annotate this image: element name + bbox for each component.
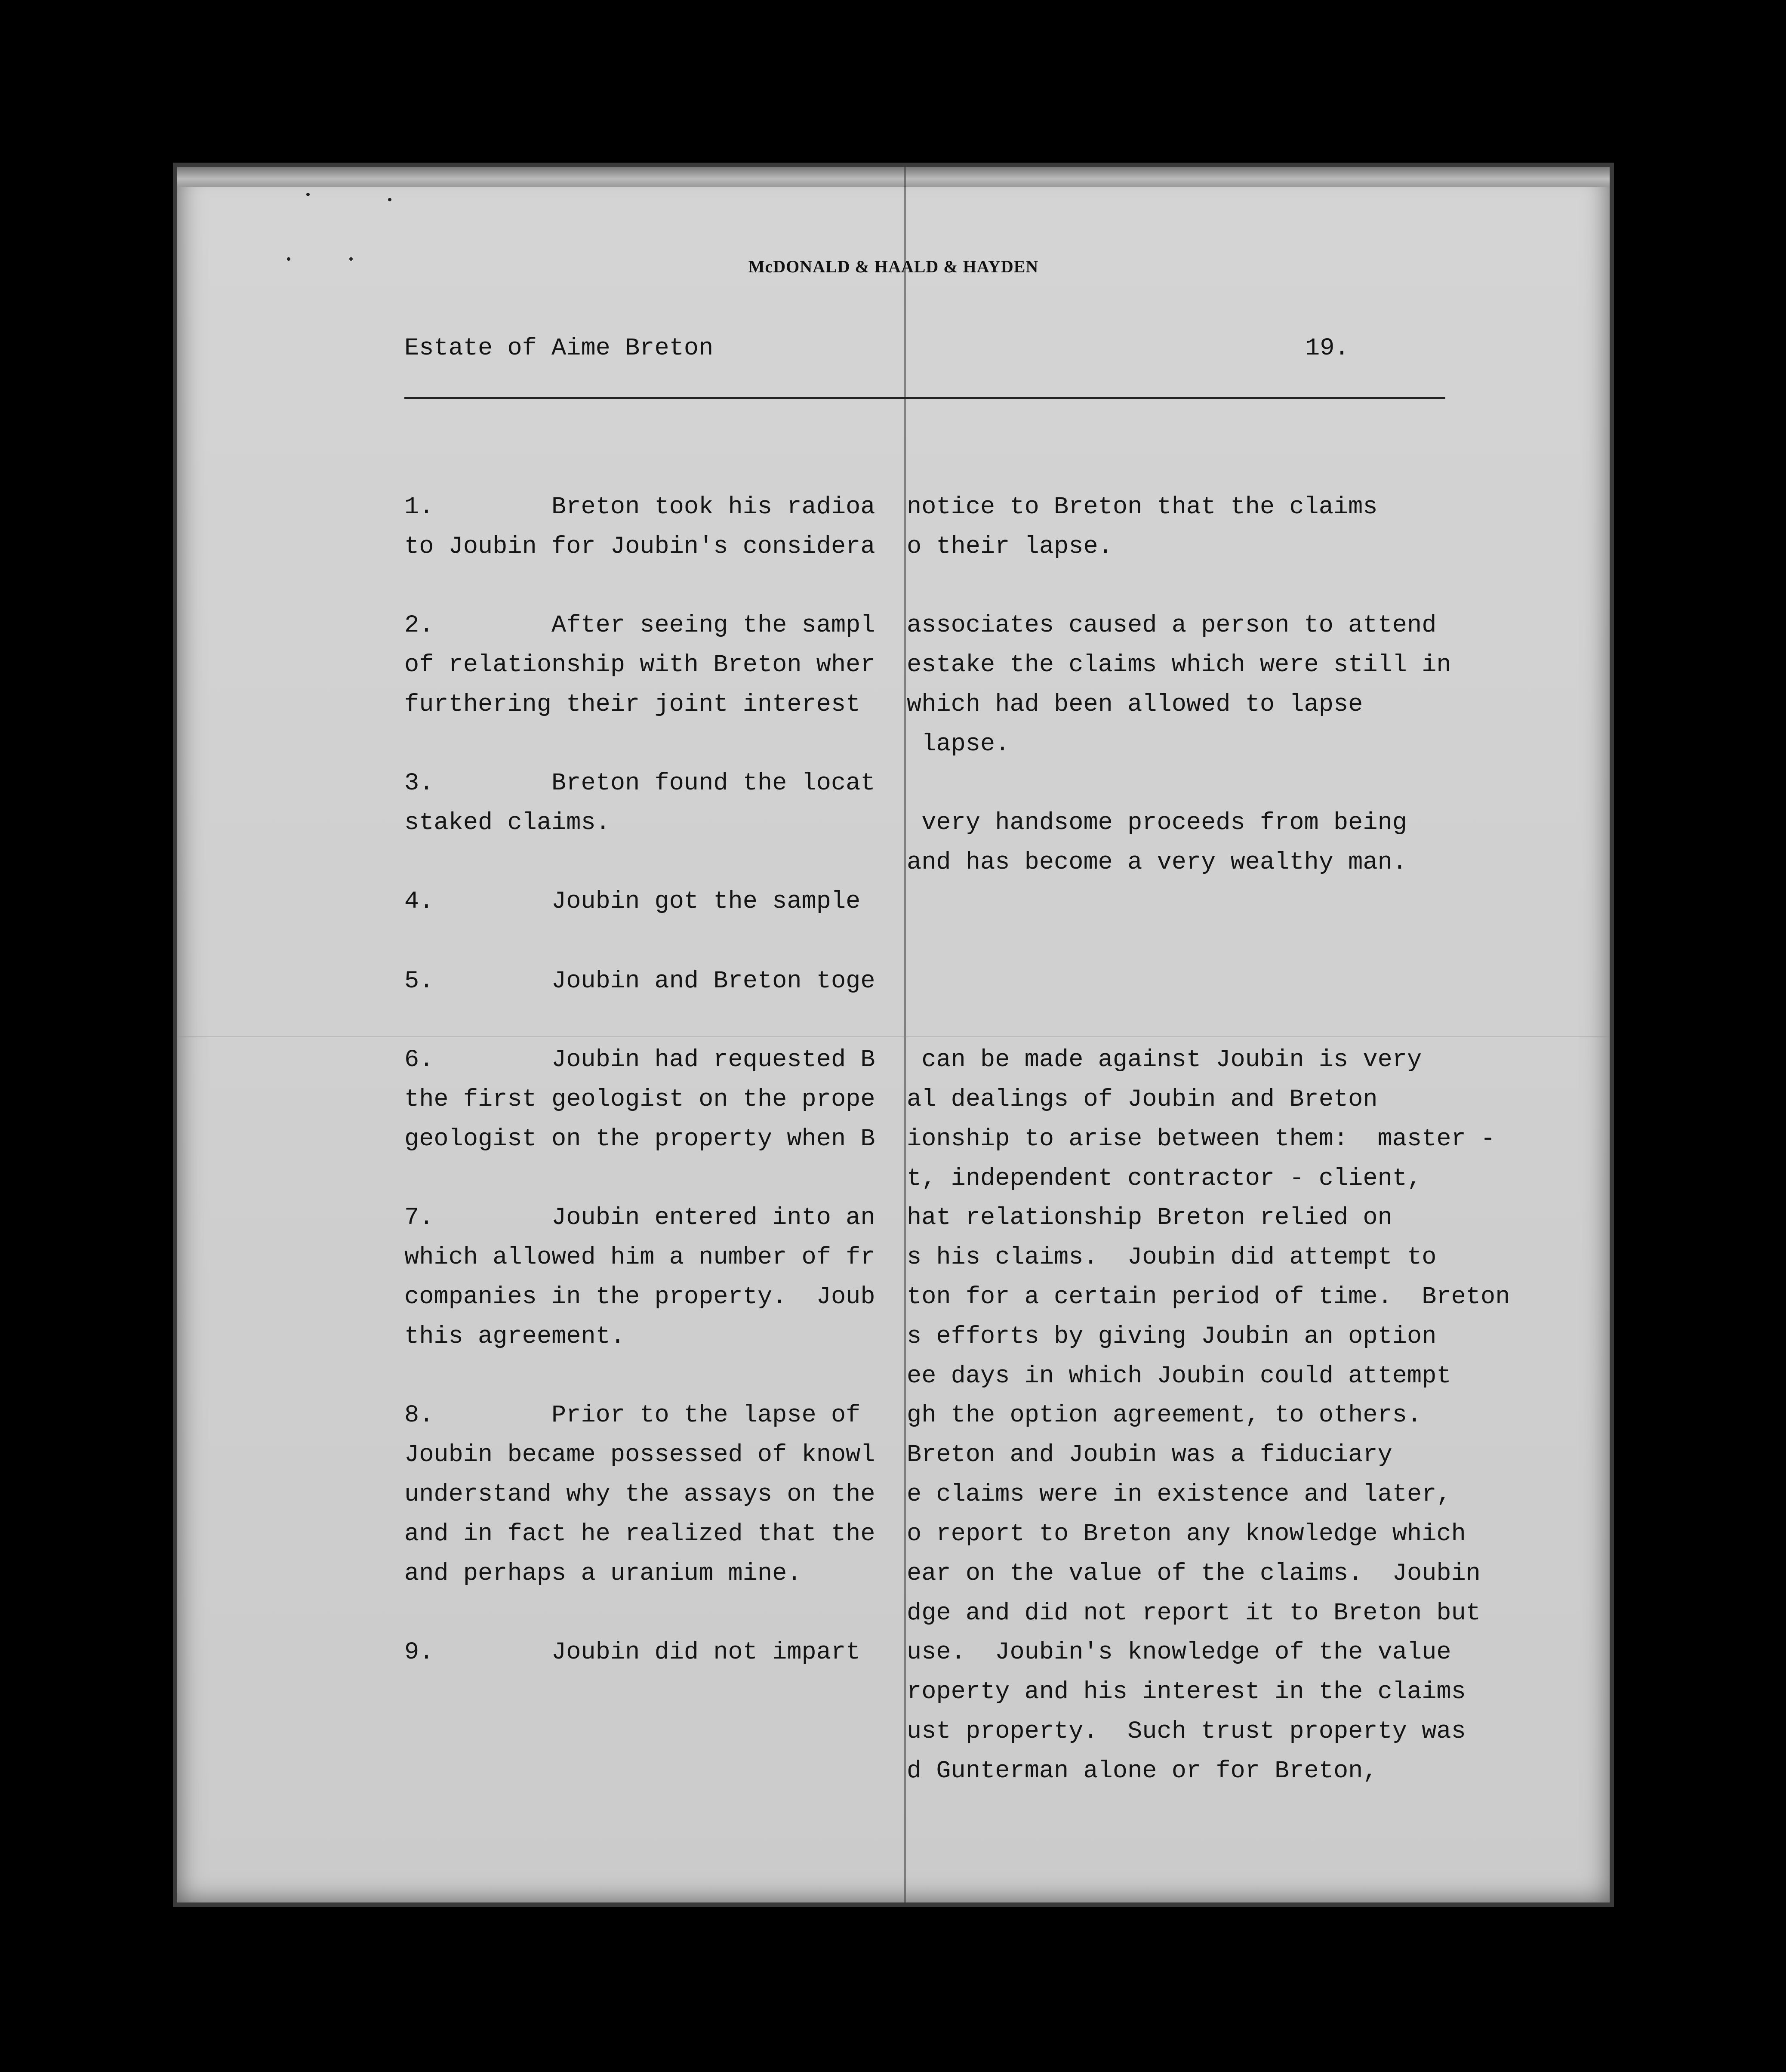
left-line: 1. Breton took his radioa [404, 493, 875, 521]
right-line: notice to Breton that the claims [907, 493, 1378, 521]
left-line: 6. Joubin had requested B [404, 1046, 875, 1074]
header-rule [404, 397, 1445, 399]
left-line: staked claims. [404, 809, 610, 837]
left-line: of relationship with Breton wher [404, 651, 875, 679]
left-line: companies in the property. Joub [404, 1283, 875, 1311]
left-line: 7. Joubin entered into an [404, 1204, 875, 1232]
horizontal-crease [177, 1036, 1610, 1037]
right-line: ear on the value of the claims. Joubin [907, 1560, 1481, 1588]
left-line: and in fact he realized that the [404, 1520, 875, 1548]
page-number: 19. [1305, 335, 1349, 362]
left-line: 2. After seeing the sampl [404, 612, 875, 639]
right-line: ee days in which Joubin could attempt [907, 1363, 1451, 1390]
center-fold-crease [904, 167, 906, 1902]
left-line: Joubin became possessed of knowl [404, 1441, 875, 1469]
left-line: this agreement. [404, 1323, 625, 1350]
right-line: ionship to arise between them: master - [907, 1125, 1496, 1153]
speck [306, 193, 310, 196]
right-line: can be made against Joubin is very [907, 1046, 1422, 1074]
left-line: the first geologist on the prope [404, 1086, 875, 1113]
left-line: geologist on the property when B [404, 1125, 875, 1153]
left-line: 4. Joubin got the sample [404, 888, 861, 916]
right-line: associates caused a person to attend [907, 612, 1437, 639]
right-line: lapse. [907, 731, 1010, 758]
left-line: and perhaps a uranium mine. [404, 1560, 802, 1588]
page-top-edge [177, 167, 1610, 187]
right-line: hat relationship Breton relied on [907, 1204, 1392, 1232]
left-line: to Joubin for Joubin's considera [404, 533, 875, 561]
document-page [173, 163, 1614, 1907]
right-line: dge and did not report it to Breton but [907, 1600, 1481, 1627]
document-title: Estate of Aime Breton [404, 335, 714, 362]
right-line: t, independent contractor - client, [907, 1165, 1422, 1193]
right-line: and has become a very wealthy man. [907, 849, 1407, 876]
right-line: al dealings of Joubin and Breton [907, 1086, 1378, 1113]
right-line: s his claims. Joubin did attempt to [907, 1244, 1437, 1271]
right-line: which had been allowed to lapse [907, 691, 1363, 718]
right-line: ton for a certain period of time. Breton [907, 1283, 1510, 1311]
right-line: roperty and his interest in the claims [907, 1678, 1466, 1706]
right-line: very handsome proceeds from being [907, 809, 1407, 837]
right-line: estake the claims which were still in [907, 651, 1451, 679]
right-line: ust property. Such trust property was [907, 1718, 1466, 1745]
right-line: o report to Breton any knowledge which [907, 1520, 1466, 1548]
speck [388, 198, 391, 201]
right-line: Breton and Joubin was a fiduciary [907, 1441, 1392, 1469]
left-line: furthering their joint interest [404, 691, 861, 718]
left-line: 3. Breton found the locat [404, 770, 875, 797]
left-line: which allowed him a number of fr [404, 1244, 875, 1271]
left-line: understand why the assays on the [404, 1481, 875, 1508]
left-line: 5. Joubin and Breton toge [404, 968, 875, 995]
letterhead: McDONALD & HAALD & HAYDEN [748, 257, 1039, 276]
left-line: 9. Joubin did not impart [404, 1639, 861, 1666]
right-line: o their lapse. [907, 533, 1113, 561]
right-line: e claims were in existence and later, [907, 1481, 1451, 1508]
right-line: gh the option agreement, to others. [907, 1402, 1422, 1429]
right-line: s efforts by giving Joubin an option [907, 1323, 1437, 1350]
right-line: use. Joubin's knowledge of the value [907, 1639, 1451, 1666]
right-line: d Gunterman alone or for Breton, [907, 1758, 1378, 1785]
left-line: 8. Prior to the lapse of [404, 1402, 861, 1429]
